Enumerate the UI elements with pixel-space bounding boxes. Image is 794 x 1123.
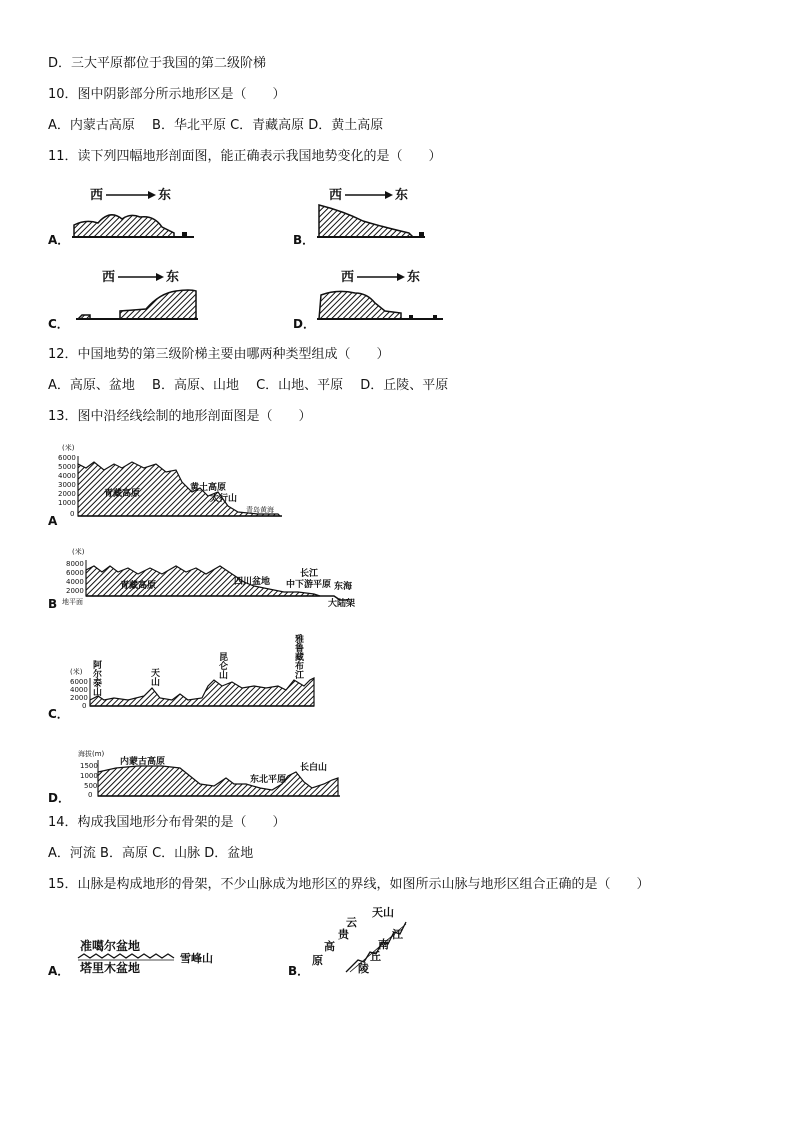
terrain <box>319 205 413 237</box>
place-label: 阿尔泰山 <box>91 660 101 696</box>
place-label: 长江 <box>300 569 319 579</box>
tick-label: 4000 <box>58 472 76 480</box>
place-label: 昆仑山 <box>217 652 227 679</box>
left-region-char: 高 <box>324 940 335 953</box>
place-label: 青藏高原 <box>104 489 141 499</box>
tick-label: 2000 <box>58 490 76 498</box>
place-label: 黄土高原 <box>190 483 227 493</box>
unit-label: 海拔(m) <box>78 750 105 758</box>
q10-stem: 10．图中阴影部分所示地形区是（ ） <box>48 87 286 102</box>
q11-stem: 11．读下列四幅地形剖面图，能正确表示我国地势变化的是（ ） <box>48 149 442 164</box>
west-label: 西 <box>329 188 343 203</box>
terrain <box>78 290 196 319</box>
tick-label: 0 <box>82 702 87 710</box>
q13-profile-a <box>58 442 288 522</box>
q9-option-d: D．三大平原都位于我国的第二级阶梯 <box>48 56 267 71</box>
left-region-char: 原 <box>312 954 323 967</box>
q15-figure-b <box>306 900 426 980</box>
q11-profile-b <box>313 183 443 243</box>
tick-label: 6000 <box>66 569 84 577</box>
q14-stem: 14．构成我国地形分布骨架的是（ ） <box>48 815 286 830</box>
arrow-head <box>148 191 156 199</box>
arrow-head <box>397 273 405 281</box>
q15-label-b: B． <box>288 964 310 978</box>
north-basin-label: 准噶尔盆地 <box>80 939 141 953</box>
q13-label-b: B <box>48 597 58 611</box>
q10-options: A．内蒙古高原 B．华北平原 C．青藏高原 D．黄土高原 <box>48 118 384 133</box>
tick-label: 6000 <box>70 678 88 686</box>
q11-profile-d <box>313 263 447 325</box>
place-label: 大陆架 <box>328 599 356 609</box>
unit-label: (米) <box>70 668 83 676</box>
tick-label: 4000 <box>70 686 88 694</box>
q13-label-c: C． <box>48 707 69 721</box>
south-basin-label: 塔里木盆地 <box>80 961 141 975</box>
west-label: 西 <box>90 188 104 203</box>
place-label: 东北平原 <box>250 775 287 785</box>
east-label: 东 <box>395 188 409 203</box>
q11-profile-c <box>68 263 202 325</box>
q15-stem: 15．山脉是构成地形的骨架，不少山脉成为地形区的界线，如图所示山脉与地形区组合正确的是（ ） <box>48 877 650 892</box>
arrow-head <box>156 273 164 281</box>
q13-stem: 13．图中沿经线绘制的地形剖面图是（ ） <box>48 409 312 424</box>
q13-profile-b <box>58 544 358 610</box>
place-label: 内蒙古高原 <box>120 757 166 767</box>
right-region-char: 南 <box>378 938 389 951</box>
tick-label: 0 <box>88 791 93 799</box>
arrow-head <box>385 191 393 199</box>
tick-label: 8000 <box>66 560 84 568</box>
tick-label: 2000 <box>66 587 84 595</box>
left-region-char: 云 <box>346 916 357 929</box>
tick-label: 4000 <box>66 578 84 586</box>
q13-profile-c <box>68 630 318 712</box>
q13-label-d: D． <box>48 791 70 805</box>
mountain-label: 雪峰山 <box>180 952 213 965</box>
tick-label: 3000 <box>58 481 76 489</box>
right-region-char: 陵 <box>358 962 369 975</box>
right-region-char: 江 <box>392 928 403 941</box>
tick-label: 2000 <box>70 694 88 702</box>
west-label: 西 <box>341 270 355 285</box>
q13-profile-d <box>76 746 356 802</box>
terrain <box>90 678 314 706</box>
tick-label: 0 <box>70 510 75 518</box>
tick-label: 1000 <box>80 772 98 780</box>
place-label: 四川盆地 <box>234 577 271 587</box>
q11-label-d: D． <box>293 317 315 331</box>
mountain-label: 天山 <box>372 906 394 919</box>
tick-label: 1500 <box>80 762 98 770</box>
q15-label-a: A． <box>48 964 70 978</box>
q12-stem: 12．中国地势的第三级阶梯主要由哪两种类型组成（ ） <box>48 347 390 362</box>
terrain <box>74 215 174 237</box>
q14-options: A．河流 B．高原 C．山脉 D．盆地 <box>48 846 254 861</box>
sea-level-label: 地平面 <box>62 598 83 606</box>
left-region-char: 贵 <box>338 928 349 941</box>
place-label: 青岛黄海 <box>246 506 274 514</box>
q11-label-b: B． <box>293 233 315 247</box>
right-region-char: 丘 <box>370 950 381 963</box>
mountain-range <box>78 954 174 958</box>
tick-label: 5000 <box>58 463 76 471</box>
terrain <box>319 291 401 319</box>
tick-label: 500 <box>84 782 98 790</box>
tick-label: 6000 <box>58 454 76 462</box>
place-label: 长白山 <box>300 763 328 773</box>
unit-label: (米) <box>72 548 85 556</box>
place-label: 天山 <box>149 668 159 686</box>
q11-label-c: C． <box>48 317 69 331</box>
tick-label: 1000 <box>58 499 76 507</box>
unit-label: (米) <box>62 444 75 452</box>
q11-label-a: A． <box>48 233 70 247</box>
east-label: 东 <box>166 270 180 285</box>
q11-profile-a <box>68 183 198 243</box>
q12-options: A．高原、盆地 B．高原、山地 C．山地、平原 D．丘陵、平原 <box>48 378 449 393</box>
place-label: 东海 <box>334 582 353 592</box>
east-label: 东 <box>158 188 172 203</box>
place-label: 太行山 <box>210 494 238 504</box>
place-label: 雅鲁藏布江 <box>293 634 303 679</box>
q13-label-a: A <box>48 514 58 528</box>
west-label: 西 <box>102 270 116 285</box>
place-label: 青藏高原 <box>120 581 157 591</box>
east-label: 东 <box>407 270 421 285</box>
q15-figure-a <box>76 936 236 978</box>
place-label: 中下游平原 <box>286 580 332 590</box>
